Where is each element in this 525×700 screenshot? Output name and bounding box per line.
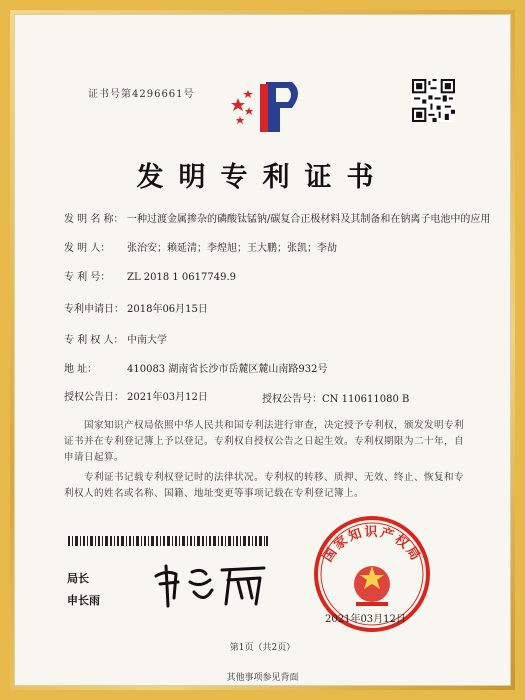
patent-no-value: ZL 2018 1 0617749.9 (127, 272, 237, 283)
owner-value: 中南大学 (127, 335, 167, 346)
owner-row (64, 333, 167, 348)
page-number: 第1页（共2页） (229, 643, 296, 653)
legal-status-paragraph: 专利证书记载专利权登记时的法律状况。专利权的转移、质押、无效、终止、恢复和专利权人的姓名或名称、国籍、地址变更等事项记载在专利登记簿上。 (64, 472, 465, 499)
invention-name-value: 一种过渡金属掺杂的磷酸钛锰钠/碳复合正极材料及其制备和在钠离子电池中的应用 (127, 214, 491, 225)
inventor-value: 张治安；赖延清；李煌旭；王大鹏；张凯；李劼 (127, 243, 337, 254)
grant-no-label: 授权公告号： (262, 394, 322, 405)
grant-date-label: 授权公告日： (64, 392, 124, 403)
certificate-number: 证书号第4296661号 (88, 89, 195, 100)
grant-no-value: CN 110611080 B (322, 394, 410, 405)
filing-date-row (64, 302, 208, 317)
grant-statement-paragraph: 国家知识产权局依照中华人民共和国专利法进行审查，决定授予专利权，颁发发明专利证书并在专利登记簿上予以登记。专利权自授权公告之日起生效。专利权期限为二十年，自申请日起算。 (64, 420, 465, 463)
grant-date-row (64, 390, 208, 405)
grant-no-row (262, 390, 409, 405)
invention-name-label: 发 明 名 称： (64, 214, 124, 225)
seal-date: 2021年03月12日 (325, 614, 406, 625)
svg-text:国家知识产权局: 国家知识产权局 (320, 525, 424, 565)
address-label: 地 址： (64, 364, 98, 375)
qr-code-icon (412, 79, 455, 122)
patent-no-label: 专 利 号： (64, 272, 111, 283)
certificate-title: 发明专利证书 (136, 162, 389, 193)
footer-note: 其他事项参见背面 (226, 673, 299, 683)
invention-name-row (64, 212, 491, 227)
inventor-label: 发 明 人： (64, 243, 111, 254)
barcode-icon (68, 536, 268, 546)
owner-label: 专 利 权 人： (64, 335, 124, 346)
address-value: 410083 湖南省长沙市岳麓区麓山南路932号 (127, 364, 328, 375)
director-name: 申长雨 (67, 594, 100, 607)
director-signature-icon (152, 558, 272, 610)
filing-date-value: 2018年06月15日 (127, 304, 208, 315)
patent-no-row (64, 270, 237, 285)
grant-date-value: 2021年03月12日 (127, 392, 208, 403)
filing-date-label: 专利申请日： (64, 304, 124, 315)
address-row (64, 362, 328, 377)
director-title: 局长 (67, 572, 89, 585)
inventor-row (64, 241, 337, 256)
cnipa-logo-icon (222, 78, 304, 136)
